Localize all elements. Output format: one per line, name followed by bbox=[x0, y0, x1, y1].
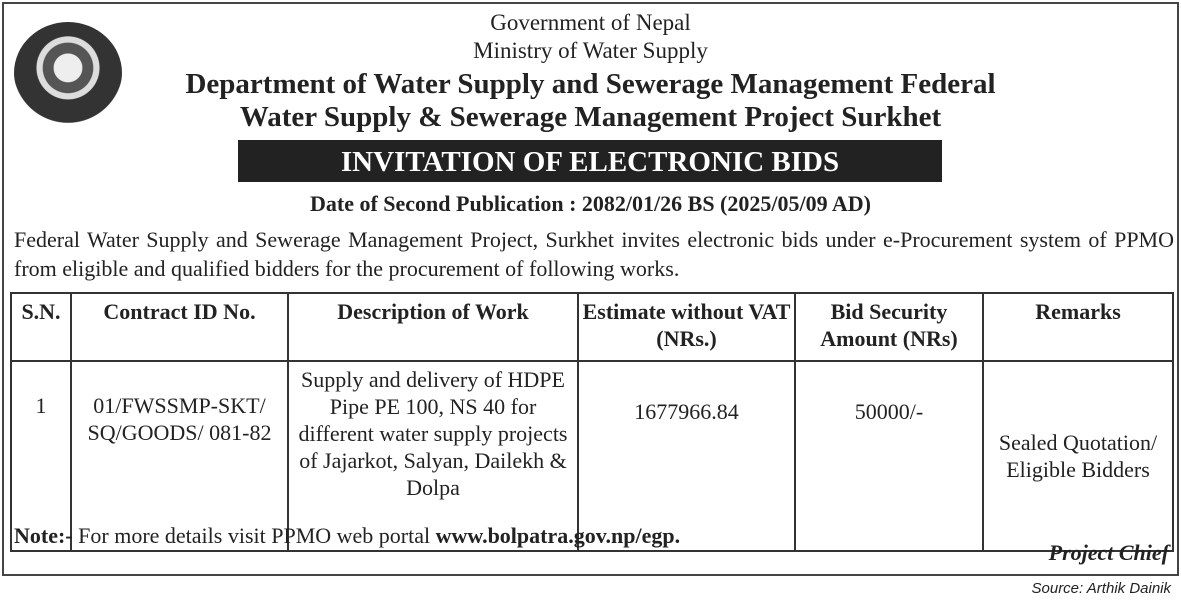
col-sn: S.N. bbox=[11, 293, 71, 361]
col-contract-id: Contract ID No. bbox=[71, 293, 288, 361]
source-credit: Source: Arthik Dainik bbox=[1031, 580, 1171, 597]
table-header-row bbox=[11, 293, 1173, 361]
notice-title: INVITATION OF ELECTRONIC BIDS bbox=[238, 140, 942, 182]
ministry-heading: Ministry of Water Supply bbox=[473, 38, 708, 63]
bids-table bbox=[10, 292, 1174, 552]
cell-remarks: Sealed Quotation/ Eligible Bidders bbox=[983, 361, 1173, 551]
cell-bid-security: 50000/- bbox=[795, 361, 983, 551]
department-heading: Department of Water Supply and Sewerage Management Federal bbox=[185, 68, 996, 100]
note-text: For more details visit PPMO web portal bbox=[72, 523, 436, 548]
cell-estimate: 1677966.84 bbox=[578, 361, 795, 551]
signatory: Project Chief bbox=[1048, 540, 1169, 565]
portal-link[interactable]: www.bolpatra.gov.np/egp. bbox=[435, 523, 681, 548]
col-remarks: Remarks bbox=[983, 293, 1173, 361]
cell-sn: 1 bbox=[11, 361, 71, 551]
government-heading: Government of Nepal bbox=[490, 10, 691, 35]
col-description: Description of Work bbox=[288, 293, 578, 361]
note-label: Note:- bbox=[14, 523, 73, 548]
col-estimate: Estimate without VAT (NRs.) bbox=[578, 293, 795, 361]
cell-description: Supply and delivery of HDPE Pipe PE 100, NS 40 for different water supply projects of Jajarkot, Salyan, Dailekh & Dolpa bbox=[288, 361, 578, 551]
note bbox=[14, 523, 680, 549]
publication-date: Date of Second Publication : 2082/01/26 BS (2025/05/09 AD) bbox=[309, 191, 871, 216]
intro-paragraph: Federal Water Supply and Sewerage Management Project, Surkhet invites electronic bids under e-Procurement system of PPMO from eligible and qualified bidders for the procurement of following works. bbox=[14, 227, 1174, 281]
project-heading: Water Supply & Sewerage Management Project Surkhet bbox=[239, 101, 942, 133]
cell-contract-id: 01/FWSSMP-SKT/ SQ/GOODS/ 081-82 bbox=[71, 361, 288, 551]
col-bid-security: Bid Security Amount (NRs) bbox=[795, 293, 983, 361]
